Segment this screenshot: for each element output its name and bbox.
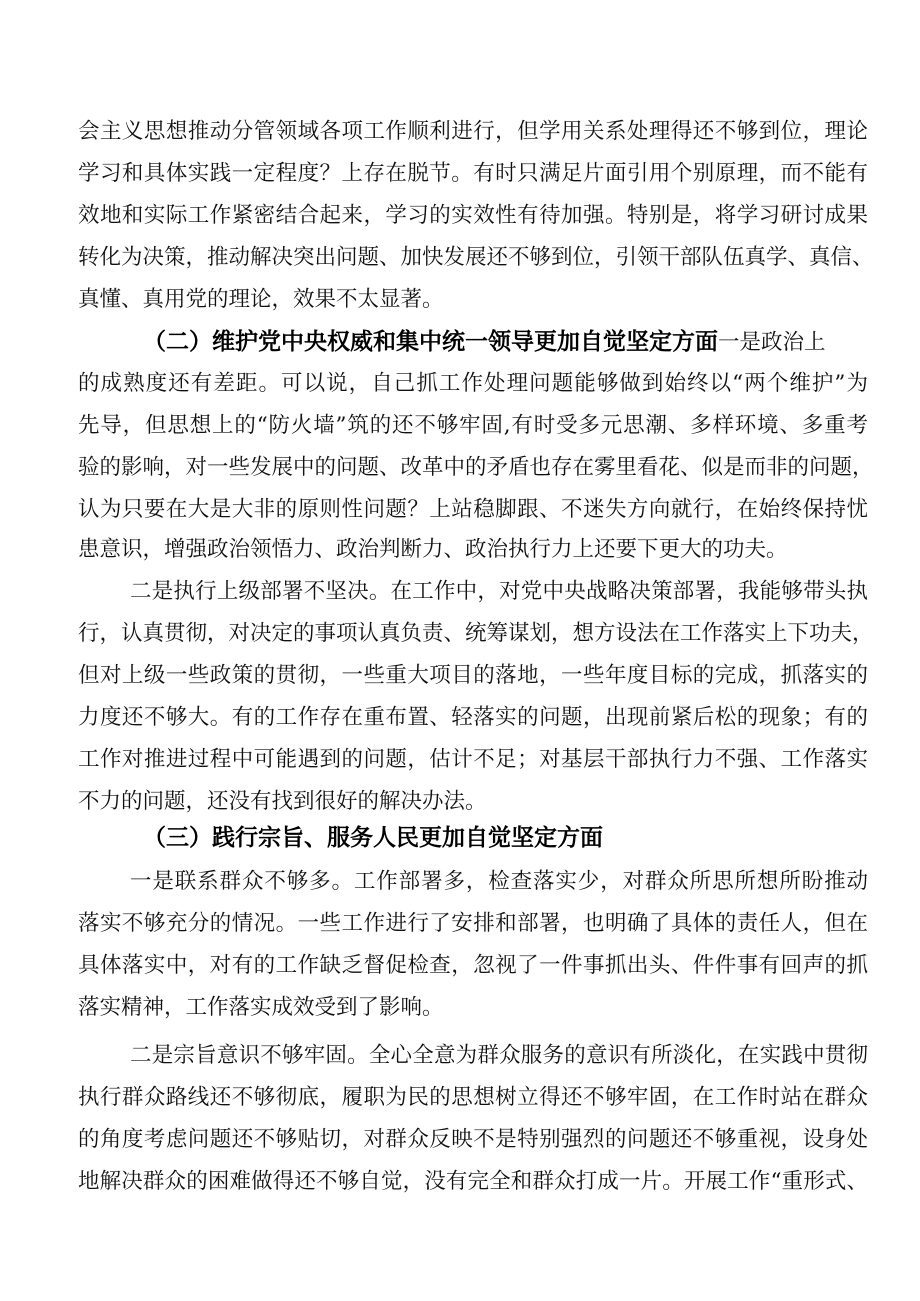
paragraph-line: 行，认真贯彻，对决定的事项认真负责、统筹谋划，想方设法在工作落实上下功夫， (78, 621, 874, 646)
paragraph-line: 二是执行上级部署不坚决。在工作中，对党中央战略决策部署，我能够带头执 (130, 579, 868, 604)
heading-continuation-text: 一是政治上 (718, 330, 826, 355)
paragraph-line: 的成熟度还有差距。可以说，自己抓工作处理问题能够做到始终以“两个维护”为 (78, 371, 868, 396)
section-heading-row (143, 816, 603, 860)
paragraph-line: 落实不够充分的情况。一些工作进行了安排和部署，也明确了具体的责任人，但在 (78, 911, 868, 936)
paragraph-line: 会主义思想推动分管领域各项工作顺利进行，但学用关系处理得还不够到位，理论 (78, 119, 868, 144)
paragraph-line: 落实精神，工作落实成效受到了影响。 (78, 995, 444, 1020)
paragraph-line: 地解决群众的困难做得还不够自觉，没有完全和群众打成一片。开展工作“重形式、 (78, 1169, 868, 1194)
paragraph-line: 先导，但思想上的“防火墙”筑的还不够牢固,有时受多元思潮、多样环境、多重考 (78, 413, 868, 438)
paragraph-line: 转化为决策，推动解决突出问题、加快发展还不够到位，引领干部队伍真学、真信、 (78, 245, 874, 270)
paragraph-line: 学习和具体实践一定程度？上存在脱节。有时只满足片面引用个别原理，而不能有 (78, 161, 868, 186)
paragraph-line: 效地和实际工作紧密结合起来，学习的实效性有待加强。特别是，将学习研讨成果 (78, 203, 868, 228)
paragraph-line: 工作对推进过程中可能遇到的问题，估计不足；对基层干部执行力不强、工作落实 (78, 747, 868, 772)
paragraph-line: 二是宗旨意识不够牢固。全心全意为群众服务的意识有所淡化，在实践中贯彻 (130, 1043, 868, 1068)
section-heading-row (143, 320, 826, 364)
paragraph-line: 认为只要在大是大非的原则性问题？上站稳脚跟、不迷失方向就行，在始终保持忧 (78, 497, 868, 522)
paragraph-line: 力度还不够大。有的工作存在重布置、轻落实的问题，出现前紧后松的现象；有的 (78, 705, 868, 730)
paragraph-line: 患意识，增强政治领悟力、政治判断力、政治执行力上还要下更大的功夫。 (78, 537, 788, 562)
paragraph-line: 执行群众路线还不够彻底，履职为民的思想树立得还不够牢固，在工作时站在群众 (78, 1085, 868, 1110)
paragraph-line: 但对上级一些政策的贯彻，一些重大项目的落地，一些年度目标的完成，抓落实的 (78, 663, 868, 688)
section-heading: （三）践行宗旨、服务人民更加自觉坚定方面 (143, 825, 603, 851)
paragraph-line: 真懂、真用党的理论，效果不太显著。 (78, 287, 444, 312)
paragraph-line: 的角度考虑问题还不够贴切，对群众反映不是特别强烈的问题还不够重视，设身处 (78, 1127, 868, 1152)
section-heading: （二）维护党中央权威和集中统一领导更加自觉坚定方面 (143, 329, 718, 355)
paragraph-line: 验的影响，对一些发展中的问题、改革中的矛盾也存在雾里看花、似是而非的问题， (78, 455, 874, 480)
paragraph-line: 一是联系群众不够多。工作部署多，检查落实少，对群众所思所想所盼推动 (130, 869, 868, 894)
paragraph-line: 不力的问题，还没有找到很好的解决办法。 (78, 789, 487, 814)
paragraph-line: 具体落实中，对有的工作缺乏督促检查，忽视了一件事抓出头、件件事有回声的抓 (78, 953, 868, 978)
